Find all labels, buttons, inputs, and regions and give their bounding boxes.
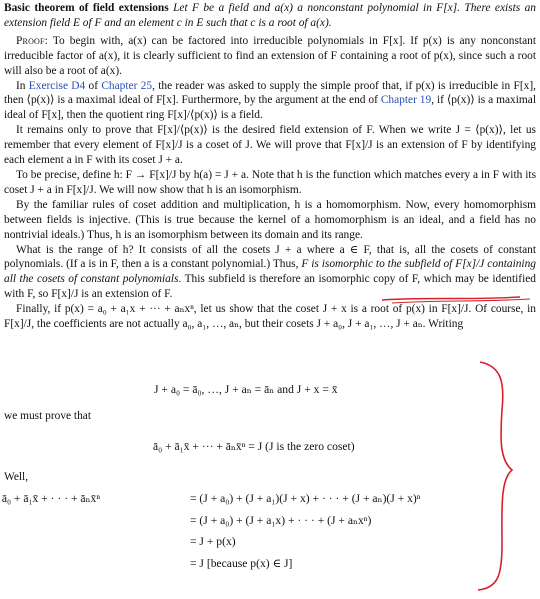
proof-paragraph-1 [4, 34, 536, 79]
label-well: Well, [4, 471, 29, 483]
link-chapter-25[interactable]: Chapter 25 [101, 79, 153, 92]
aligned-rhs-block [190, 491, 420, 577]
p6-text-a: What is the range of h? It consists of all the cosets J + a where a ∈ F, that is, all the cosets of constant polynomials. (If a is in F, then a is a constant polynomial.) Thus, [4, 243, 536, 271]
aligned-row-3: = J + p(x) [190, 535, 236, 548]
p2-text-a: In [16, 79, 29, 92]
proof-paragraph-3: It remains only to prove that F[x]/⟨p(x)⟩ is the desired field extension of F. When we write J = ⟨p(x)⟩, let us remember that every element of F[x]/J is a coset of J. We will prove that F[x]/J is an extension of F by identifying each element a in F with its coset J + a. [4, 124, 536, 167]
theorem-statement [4, 1, 536, 31]
p2-text-b: of [85, 79, 102, 92]
proof-paragraph-4: To be precise, define h: F → F[x]/J by h(a) = J + a. Note that h is the function which matches every a in F with its coset J + a in F[x]/J. We will now show that h is an isomorphism. [4, 168, 536, 196]
link-exercise-d4[interactable]: Exercise D4 [28, 79, 86, 92]
p2-text-d: , if ⟨p(x)⟩ is a maximal ideal of F[x], then the quotient ring F[x]/⟨p(x)⟩ is a field. [4, 94, 537, 122]
label-must-prove: we must prove that [4, 410, 91, 422]
p6-emphasis: F is isomorphic to the subfield of F[x]/J containing all the cosets of constant polynomials [4, 258, 536, 286]
proof-text-1: To begin with, a(x) can be factored into irreducible polynomials in F[x]. If p(x) is any nonconstant irreducible factor of a(x), it is clearly sufficient to find an extension of F containing a root of p(x), since such a root will also be a root of a(x). [4, 34, 536, 77]
aligned-row-2: = (J + a₀) + (J + a₁x) + · · · + (J + aₙxⁿ) [190, 513, 372, 527]
proof-paragraph-5: By the familiar rules of coset addition and multiplication, h is a homomorphism. Now, every homomorphism between fields is injective. (This is true because the kernel of a homomorphism is an ideal, and a field has no nontrivial ideals.) Thus, h is an isomorphism between its domain and its range. [4, 198, 536, 241]
aligned-lhs-text: ā₀ + ā₁x̄ + · · · + āₙx̄ⁿ [1, 492, 100, 505]
theorem-body: Let F be a field and a(x) a nonconstant polynomial in F[x]. There exists an extension field E of F and an element c in E such that c is a root of a(x). [4, 2, 536, 29]
proof-paragraph-2 [4, 79, 536, 124]
link-chapter-19[interactable]: Chapter 19 [380, 94, 432, 107]
theorem-title: Basic theorem of field extensions [4, 2, 169, 14]
curly-brace-mark [478, 362, 512, 590]
equation-goal: ā₀ + ā₁x̄ + ··· + āₙx̄ⁿ = J (J is the zero coset) [153, 440, 355, 453]
aligned-row-1: = (J + a₀) + (J + a₁)(J + x) + · · · + (J + aₙ)(J + x)ⁿ [190, 492, 421, 505]
proof-paragraph-7: Finally, if p(x) = a₀ + a₁x + ··· + aₙxⁿ, let us show that the coset J + x is a root of p(x) in F[x]/J. Of course, in F[x]/J, the coefficients are not actually a₀, a₁, …, aₙ, but their cosets J + a₀, J + a₁, …, J + aₙ. Writing [4, 303, 536, 331]
page-content [4, 0, 536, 332]
proof-label: Proof: [16, 34, 49, 47]
equation-coset-notation: J + a₀ = ā₀, …, J + aₙ = āₙ and J + x = x̄ [154, 383, 338, 396]
p2-text-c: , the reader was asked to supply the simple proof that, if p(x) is irreducible in F[x], then ⟨p(x)⟩ is a maximal ideal of F[x]. Furthermore, by the argument at the end of [4, 79, 537, 107]
aligned-row-4: = J [because p(x) ∈ J] [190, 556, 293, 570]
proof-paragraph-6 [4, 243, 536, 303]
p6-text-b: . This subfield is therefore an isomorphic copy of F, which may be identified with F, so F[x]/J is an extension of F. [4, 273, 536, 301]
